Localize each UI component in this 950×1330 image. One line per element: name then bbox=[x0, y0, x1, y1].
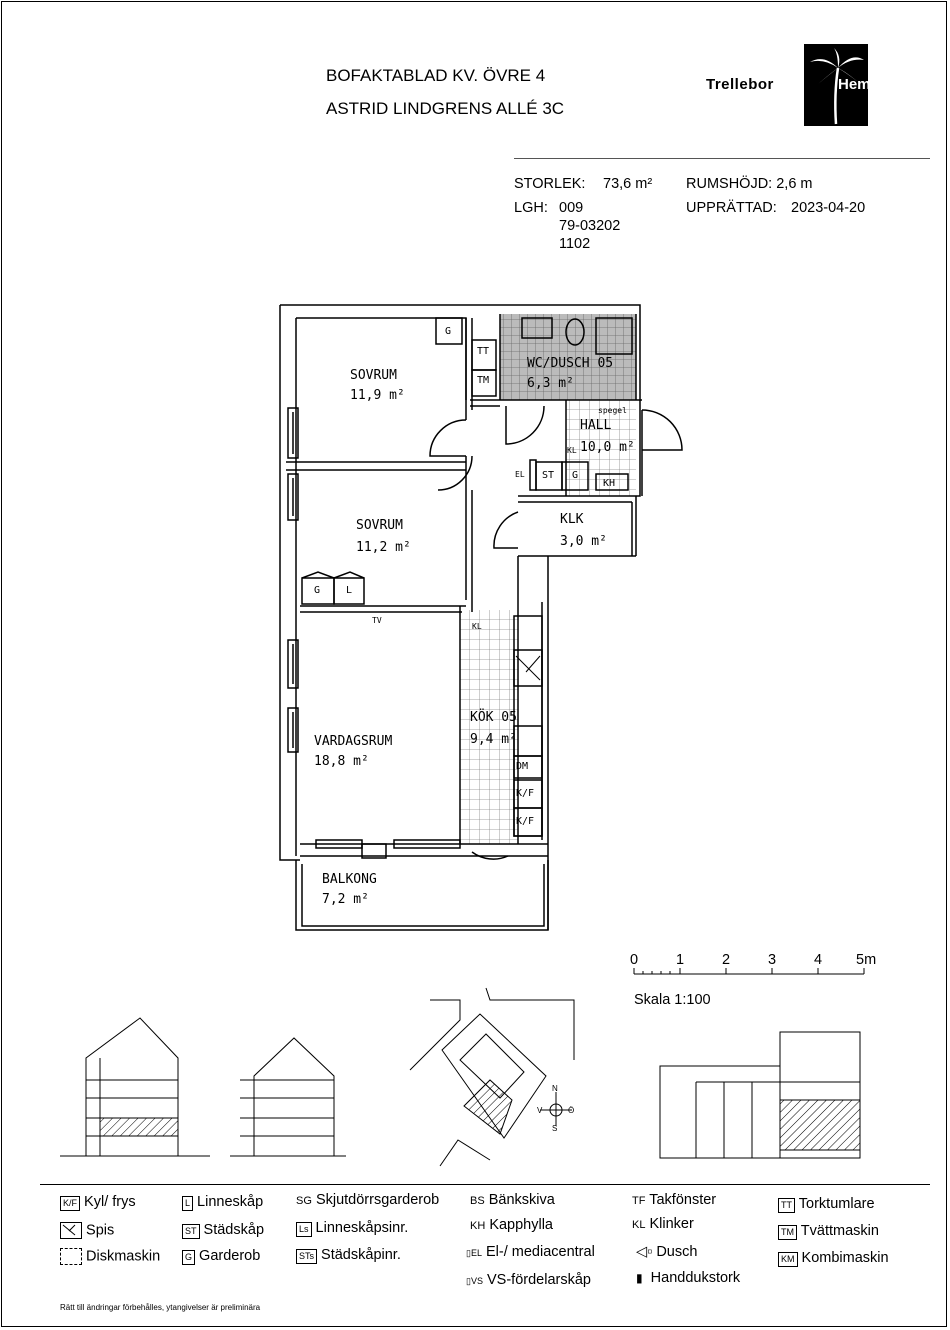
room-name-sovrum-2: SOVRUM bbox=[356, 518, 403, 533]
apartment-label: LGH: bbox=[514, 200, 548, 216]
linen-insert-icon: Ls bbox=[296, 1222, 312, 1237]
room-area-wc: 6,3 m² bbox=[527, 376, 574, 391]
elevation-view-1 bbox=[60, 1018, 210, 1156]
coat-rack-icon: KH bbox=[470, 1220, 486, 1232]
document-title-line2: ASTRID LINDGRENS ALLÉ 3C bbox=[326, 99, 565, 118]
room-area-klk: 3,0 m² bbox=[560, 534, 607, 549]
plumbing-cabinet-icon: ▯VS bbox=[466, 1276, 483, 1286]
room-area-balkong: 7,2 m² bbox=[322, 892, 369, 907]
legend-diskmaskin: Diskmaskin bbox=[60, 1248, 160, 1265]
brand-logo-text: Hem bbox=[838, 76, 871, 93]
room-name-balkong: BALKONG bbox=[322, 872, 377, 887]
floor-overview bbox=[660, 1032, 860, 1158]
scale-tick-1: 1 bbox=[676, 952, 685, 968]
legend-vs-fordelarskap: ▯VS VS-fördelarskåp bbox=[466, 1272, 591, 1288]
legend-linneskap: L Linneskåp bbox=[182, 1194, 263, 1211]
legend-skjutdorrsgarderob: SG Skjutdörrsgarderob bbox=[296, 1192, 440, 1208]
legend-kombimaskin: KM Kombimaskin bbox=[778, 1250, 889, 1267]
cleaning-cabinet-icon: ST bbox=[182, 1224, 200, 1239]
scale-label: Skala 1:100 bbox=[634, 992, 711, 1008]
cleaning-insert-icon: STs bbox=[296, 1249, 317, 1264]
document-title-line1: BOFAKTABLAD KV. ÖVRE 4 bbox=[326, 66, 546, 85]
label-stadskap: ST bbox=[542, 470, 555, 481]
scale-bar bbox=[634, 968, 864, 974]
legend-takfonster: TF Takfönster bbox=[632, 1192, 717, 1208]
countertop-icon: BS bbox=[470, 1195, 485, 1207]
legend-stadskap: ST Städskåp bbox=[182, 1222, 264, 1239]
room-name-hall: HALL bbox=[580, 418, 612, 433]
legend-bankskiva: BS Bänkskiva bbox=[470, 1192, 555, 1208]
size-label: STORLEK: bbox=[514, 176, 586, 192]
apartment-code: 1102 bbox=[559, 236, 591, 252]
room-name-klk: KLK bbox=[560, 512, 584, 527]
label-garderob-2: G bbox=[314, 585, 321, 596]
label-linneskap: L bbox=[346, 585, 353, 596]
room-area-kok: 9,4 m² bbox=[470, 732, 517, 747]
legend-spis: Spis bbox=[60, 1222, 114, 1239]
legend-kyl-frys: K/F Kyl/ frys bbox=[60, 1194, 136, 1211]
room-name-wc: WC/DUSCH 05 bbox=[527, 356, 614, 371]
legend-linneskapsinr: Ls Linneskåpsinr. bbox=[296, 1220, 408, 1237]
shower-icon: ◁▫ bbox=[636, 1244, 653, 1260]
stove-icon bbox=[60, 1222, 82, 1239]
label-diskmaskin: DM bbox=[516, 761, 529, 772]
towel-rail-icon: ▮ bbox=[636, 1271, 643, 1285]
scale-tick-5: 5m bbox=[856, 952, 877, 968]
compass-west: V bbox=[537, 1106, 543, 1115]
apartment-number: 009 bbox=[559, 200, 584, 216]
label-torktumlare: TT bbox=[477, 346, 490, 357]
tile-icon: KL bbox=[632, 1219, 646, 1231]
label-kyl-frys-1: K/F bbox=[516, 788, 535, 799]
label-klinker-hall: KL bbox=[567, 446, 577, 455]
site-plan bbox=[410, 988, 574, 1166]
size-value: 73,6 m² bbox=[603, 176, 653, 192]
room-name-vardagsrum: VARDAGSRUM bbox=[314, 734, 393, 749]
label-kapphylla: KH bbox=[603, 478, 616, 489]
room-area-sovrum-1: 11,9 m² bbox=[350, 388, 405, 403]
legend-divider bbox=[40, 1184, 930, 1185]
label-el-central: EL bbox=[515, 470, 525, 479]
legend-garderob: G Garderob bbox=[182, 1248, 260, 1265]
apartment-object-id: 79-03202 bbox=[559, 218, 621, 234]
legend-handdukstork: ▮ Handdukstork bbox=[636, 1270, 741, 1286]
scale-tick-4: 4 bbox=[814, 952, 823, 968]
label-garderob-hall: G bbox=[572, 470, 579, 481]
scale-tick-0: 0 bbox=[630, 952, 639, 968]
wardrobe-icon: G bbox=[182, 1250, 195, 1265]
disclaimer-footer: Rätt till ändringar förbehålles, ytangivelser är preliminära bbox=[60, 1303, 261, 1312]
legend-tvattmaskin: TM Tvättmaskin bbox=[778, 1223, 879, 1240]
dishwasher-icon bbox=[60, 1248, 82, 1265]
created-date: 2023-04-20 bbox=[791, 200, 866, 216]
legend-stadskapinr: STs Städskåpinr. bbox=[296, 1247, 401, 1264]
compass-south: S bbox=[552, 1124, 558, 1133]
legend-dusch: ◁▫ Dusch bbox=[636, 1244, 698, 1260]
combo-machine-icon: KM bbox=[778, 1252, 798, 1267]
legend-klinker: KL Klinker bbox=[632, 1216, 694, 1232]
created-label: UPPRÄTTAD: bbox=[686, 200, 777, 216]
washer-icon: TM bbox=[778, 1225, 797, 1240]
linen-cabinet-icon: L bbox=[182, 1196, 193, 1211]
room-name-kok: KÖK 05 bbox=[470, 710, 517, 725]
skylight-icon: TF bbox=[632, 1195, 646, 1207]
legend-torktumlare: TT Torktumlare bbox=[778, 1196, 875, 1213]
label-tvattmaskin: TM bbox=[477, 375, 490, 386]
legend-kapphylla: KH Kapphylla bbox=[470, 1217, 553, 1233]
electrical-panel-icon: ▯EL bbox=[466, 1248, 482, 1258]
brand-name: Trelleborgs bbox=[706, 76, 786, 93]
legend-el-mediacentral: ▯EL El-/ mediacentral bbox=[466, 1244, 595, 1260]
scale-tick-3: 3 bbox=[768, 952, 777, 968]
label-klinker-kok: KL bbox=[472, 622, 482, 631]
compass-east: Ö bbox=[568, 1106, 575, 1115]
room-area-sovrum-2: 11,2 m² bbox=[356, 540, 411, 555]
dryer-icon: TT bbox=[778, 1198, 795, 1213]
room-area-vardagsrum: 18,8 m² bbox=[314, 754, 369, 769]
room-area-hall: 10,0 m² bbox=[580, 440, 635, 455]
room-name-sovrum-1: SOVRUM bbox=[350, 368, 397, 383]
kitchen-floor-tiles bbox=[460, 610, 518, 844]
sliding-wardrobe-icon: SG bbox=[296, 1195, 312, 1207]
kyl-frys-icon: K/F bbox=[60, 1196, 80, 1211]
label-tv: TV bbox=[372, 616, 382, 625]
scale-tick-2: 2 bbox=[722, 952, 731, 968]
compass-north: N bbox=[552, 1084, 558, 1093]
label-garderob-1: G bbox=[445, 326, 452, 337]
label-kyl-frys-2: K/F bbox=[516, 816, 535, 827]
ceiling-height: RUMSHÖJD: 2,6 m bbox=[686, 176, 813, 192]
elevation-view-2 bbox=[230, 1038, 346, 1156]
label-spegel: spegel bbox=[598, 406, 627, 415]
